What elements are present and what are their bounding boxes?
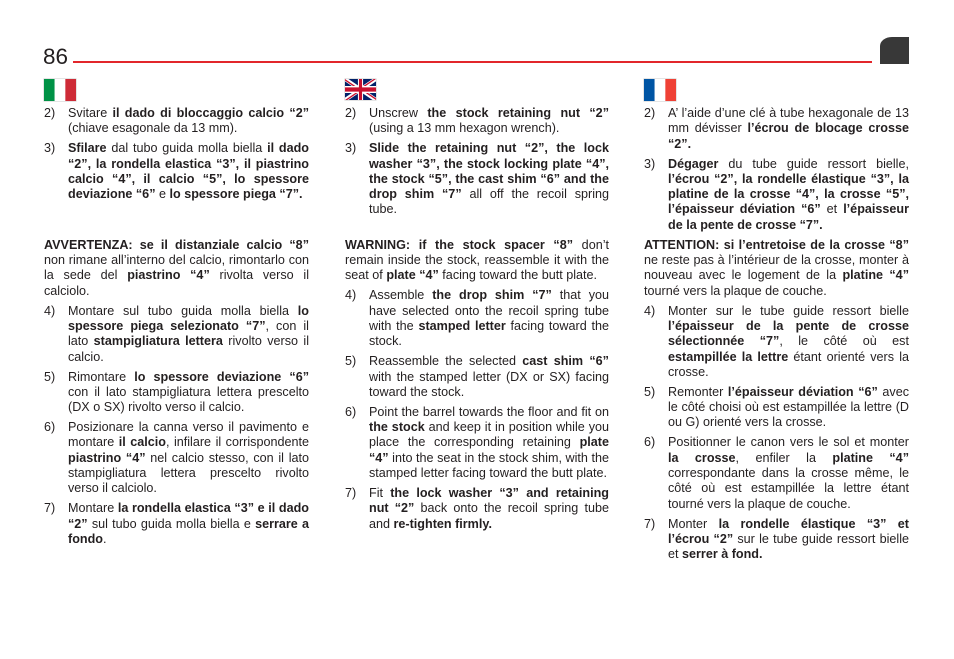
step-number: 5) (644, 384, 656, 399)
body-text: Svitare (68, 106, 113, 120)
bold-text: Sfilare (68, 141, 107, 156)
step-number: 4) (644, 303, 656, 318)
body-text: avec le côté choisi où est estampillée la lettre (D ou G) orienté vers la crosse. (668, 384, 909, 430)
body-text: nel calcio stesso, con il lato stampigliatura lettera prescelto rivolto verso il calciolo. (68, 450, 309, 496)
english-steps-bottom (345, 238, 609, 537)
body-text: dal tubo guida molla biella (106, 141, 268, 156)
body-text: back onto the recoil spring tube and (369, 501, 609, 531)
bold-text: l’écrou de blocage crosse “2”. (668, 121, 910, 151)
step-number: 3) (44, 141, 56, 156)
flag-stripe-red (665, 79, 676, 101)
body-text: Monter sur le tube guide ressort bielle (668, 303, 909, 318)
step-number: 2) (644, 106, 656, 120)
bold-text: WARNING: if the stock spacer “8” (345, 237, 574, 252)
body-text: Point the barrel towards the floor and fit on (369, 404, 609, 419)
instruction-step (644, 517, 909, 563)
body-text: e (155, 187, 170, 202)
bold-text: il dado di bloccaggio calcio “2” (112, 106, 309, 120)
body-text: Positionner le canon vers le sol et monter (668, 435, 909, 450)
body-text: non rimane all’interno del calcio, rimontarlo con la sede del (44, 253, 309, 283)
body-text: don’t remain inside the stock, reassemble it with the seat of (345, 237, 609, 283)
flag-stripe-white (55, 79, 66, 101)
body-text: facing toward the stock. (369, 318, 609, 349)
step-number: 6) (44, 420, 56, 435)
bold-text: platine “4” (842, 268, 909, 283)
body-text: facing toward the butt plate. (438, 268, 598, 283)
bold-text: l’épaisseur déviation “6” (727, 384, 878, 399)
body-text: ne reste pas à l’intérieur de la crosse, monter à nouveau avec le logement de la (644, 253, 909, 283)
body-text: et (820, 202, 844, 217)
bold-text: piastrino “4” (127, 268, 210, 283)
body-text: all off the recoil spring tube. (369, 187, 610, 217)
body-text: . (102, 531, 107, 546)
bold-text: the drop shim “7” (432, 288, 552, 303)
step-number: 7) (345, 485, 357, 500)
instruction-step (345, 486, 609, 532)
instructions-grid (44, 106, 909, 567)
step-number: 5) (345, 354, 357, 369)
step-number: 2) (44, 106, 56, 120)
body-text: Unscrew (369, 106, 428, 120)
body-text: con il lato stampigliatura lettera prescelto (DX o SX) rivolto verso il calcio. (68, 384, 309, 415)
italian-flag-icon (44, 79, 76, 101)
bold-text: lo spessore deviazione “6” (134, 369, 310, 384)
instruction-step (345, 405, 609, 481)
body-text: tourné vers la plaque de couche. (644, 283, 827, 298)
body-text: (chiave esagonale da 13 mm). (68, 121, 238, 136)
bold-text: Slide the retaining nut “2”, the lock washer “3”, the stock locking plate “4”, the stock “5”, the cast shim “6” and the drop shim “7” (369, 141, 609, 202)
italian-steps-bottom (44, 238, 309, 552)
bold-text: l’écrou “2”, la rondelle élastique “3”, la platine de la crosse “4”, la crosse “5”, l’épaisseur déviation “6” (668, 171, 909, 217)
flag-stripe-white (655, 79, 666, 101)
flag-stripe-blue (644, 79, 655, 101)
step-number: 3) (345, 141, 357, 156)
bold-text: la rondelle élastique “3” et l’écrou “2” (668, 516, 910, 546)
bold-text: Dégager (668, 156, 719, 171)
bold-text: lo spessore piega selezionato “7” (68, 303, 309, 333)
body-text: Fit (369, 485, 391, 500)
body-text: Assemble (369, 288, 433, 303)
body-text: étant orienté vers la crosse. (668, 349, 909, 379)
body-text: , le côté où est (779, 334, 909, 349)
bold-text: estampillée la lettre (668, 349, 789, 364)
bold-text: l’épaisseur de la pente de crosse “7”. (668, 202, 909, 232)
warning-paragraph (644, 238, 909, 299)
step-number: 3) (644, 156, 656, 171)
body-text: rivolto verso il calcio. (68, 334, 309, 364)
warning-paragraph (345, 238, 609, 284)
french-flag-icon (644, 79, 676, 101)
bold-text: serrer à fond. (682, 547, 763, 562)
step-number: 4) (44, 303, 56, 318)
body-text: Reassemble the selected (369, 354, 523, 369)
instruction-step (44, 370, 309, 416)
bold-text: cast shim “6” (522, 354, 609, 369)
flag-stripe-green (44, 79, 55, 101)
step-number: 6) (345, 404, 357, 419)
bold-text: the lock washer “3” and retaining nut “2” (369, 485, 609, 516)
flag-stripe-red (65, 79, 76, 101)
instruction-step (44, 420, 309, 496)
body-text: sul tubo guida molla biella e (87, 516, 256, 531)
bold-text: plate “4” (369, 435, 609, 465)
bold-text: piastrino “4” (68, 450, 146, 465)
bold-text: the stock retaining nut “2” (427, 106, 609, 120)
english-steps-top (345, 106, 609, 222)
instruction-step (345, 141, 609, 217)
step-number: 6) (644, 435, 656, 450)
body-text: du tube guide ressort bielle, (718, 156, 909, 171)
bold-text: ATTENTION: si l’entretoise de la crosse “8” (644, 237, 909, 252)
body-text: Remonter (668, 384, 728, 399)
instruction-step (345, 288, 609, 349)
body-text: Rimontare (68, 369, 135, 384)
bold-text: the stock (369, 420, 425, 435)
step-number: 7) (44, 501, 56, 516)
bold-text: plate “4” (386, 268, 439, 283)
body-text: and keep it in position while you place the corresponding retaining (369, 420, 609, 450)
bold-text: il dado “2”, la rondella elastica “3”, il piastrino calcio “4”, il calcio “5”, lo spessore deviazione “6” (68, 141, 309, 202)
italian-steps-top (44, 106, 309, 207)
instruction-step (345, 106, 609, 137)
section-tab (880, 37, 909, 64)
header-rule (73, 61, 872, 64)
bold-text: la crosse (668, 450, 736, 465)
body-text: sur le tube guide ressort bielle et (668, 531, 910, 562)
instruction-step (644, 435, 909, 511)
step-number: 7) (644, 516, 656, 531)
instruction-step (44, 304, 309, 365)
bold-text: lo spessore piega “7”. (169, 187, 303, 202)
body-text: A’ l’aide d’une clé à tube hexagonale de 13 mm dévisser (668, 106, 909, 136)
body-text: rivolta verso il calciolo. (44, 268, 310, 298)
body-text: into the seat in the stock shim, with the stamped letter facing toward the butt plate. (369, 450, 609, 480)
instruction-step (44, 141, 309, 202)
instruction-step (345, 354, 609, 400)
body-text: , enfiler la (735, 450, 833, 465)
body-text: correspondante dans la crosse même, le côté où est estampillée la lettre étant tourné vers la plaque de couche. (668, 465, 909, 511)
uk-flag-icon (345, 79, 376, 100)
step-number: 5) (44, 369, 56, 384)
body-text: with the stamped letter (DX or SX) facing toward the stock. (369, 369, 609, 399)
body-text: , infilare il corrispondente (165, 435, 309, 450)
body-text: Posizionare la canna verso il pavimento e montare (68, 420, 309, 450)
instruction-step (44, 106, 309, 137)
bold-text: serrare a fondo (68, 516, 310, 546)
french-steps-top (644, 106, 909, 238)
page-number: 86 (43, 44, 69, 69)
body-text: (using a 13 mm hexagon wrench). (369, 121, 560, 136)
body-text: , con il lato (68, 318, 309, 349)
french-steps-bottom (644, 238, 909, 567)
bold-text: il calcio (118, 435, 166, 450)
step-number: 4) (345, 288, 357, 303)
instruction-step (644, 157, 909, 233)
bold-text: l’épaisseur de la pente de crosse sélectionnée “7” (668, 318, 909, 349)
bold-text: AVVERTENZA: se il distanziale calcio “8” (44, 237, 309, 252)
bold-text: stamped letter (418, 318, 506, 333)
bold-text: la rondella elastica “3” e il dado “2” (68, 501, 309, 531)
body-text: that you have selected onto the recoil spring tube with the (369, 288, 609, 333)
bold-text: platine “4” (832, 450, 909, 465)
instruction-step (644, 304, 909, 380)
body-text: Monter (668, 516, 719, 531)
instruction-step (644, 106, 909, 152)
instruction-step (644, 385, 909, 431)
body-text: Montare sul tubo guida molla biella (68, 303, 298, 318)
body-text: Montare (68, 501, 118, 516)
bold-text: re-tighten firmly. (393, 516, 492, 531)
bold-text: stampigliatura lettera (93, 334, 223, 349)
step-number: 2) (345, 106, 357, 120)
warning-paragraph (44, 238, 309, 299)
instruction-step (44, 501, 309, 547)
